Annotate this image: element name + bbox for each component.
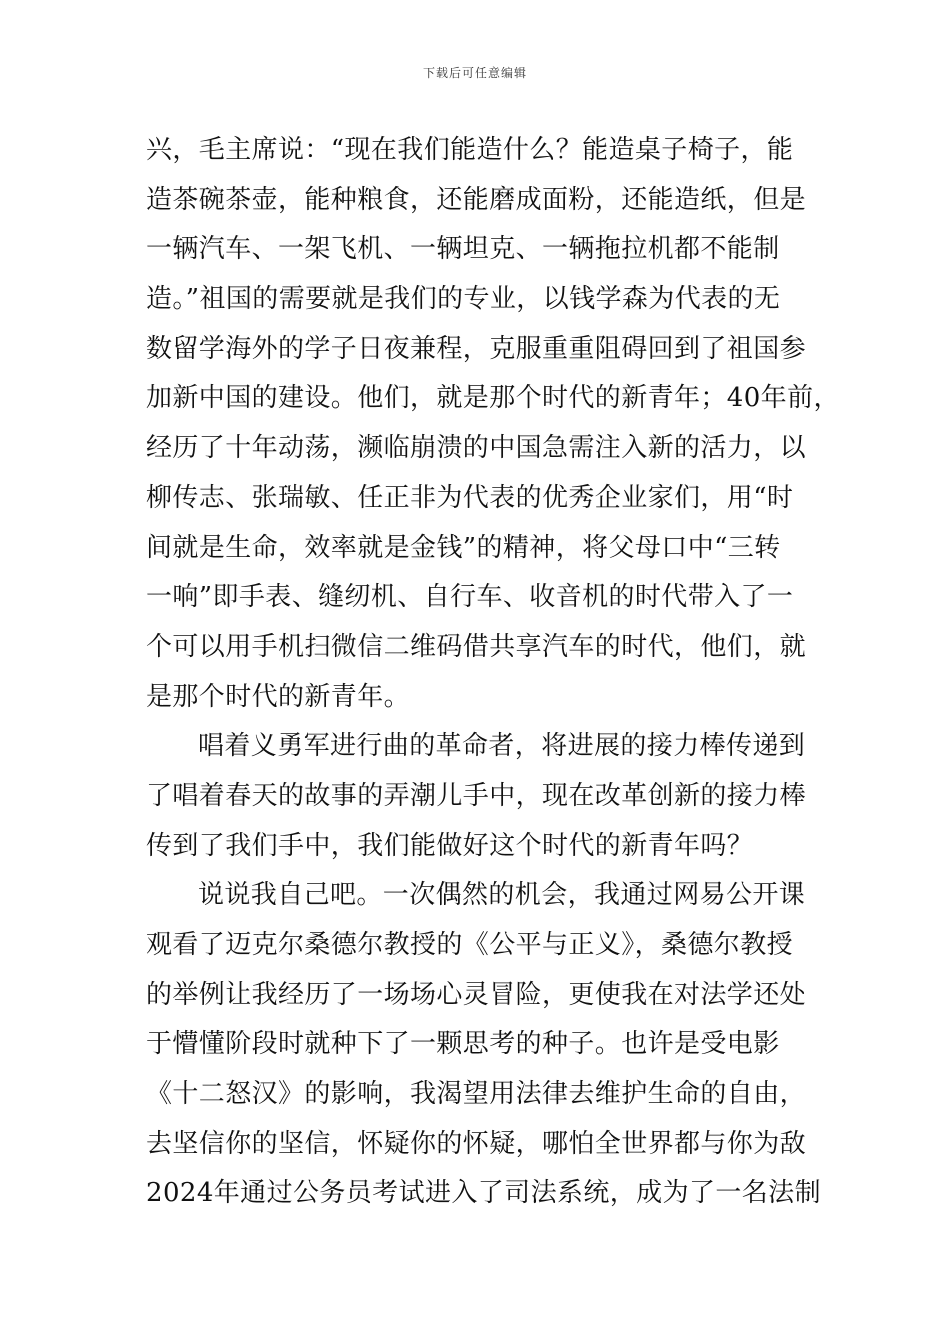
text-line: 去坚信你的坚信，怀疑你的怀疑，哪怕全世界都与你为敌 bbox=[146, 1128, 807, 1159]
text-line: 《十二怒汉》的影响，我渴望用法律去维护生命的自由， bbox=[146, 1079, 807, 1110]
text-line: 个可以用手机扫微信二维码借共享汽车的时代，他们，就 bbox=[146, 631, 807, 662]
text-line: 一辆汽车、一架飞机、一辆坦克、一辆拖拉机都不能制 bbox=[146, 234, 780, 265]
text-line: 间就是生命，效率就是金钱”的精神，将父母口中“三转 bbox=[146, 532, 781, 563]
text-line: 是那个时代的新青年。 bbox=[146, 681, 411, 712]
text-line: 柳传志、张瑞敏、任正非为代表的优秀企业家们，用“时 bbox=[146, 482, 794, 513]
text-line: 观看了迈克尔桑德尔教授的《公平与正义》，桑德尔教授 bbox=[146, 930, 794, 960]
text-line: 于懵懂阶段时就种下了一颗思考的种子。也许是受电影 bbox=[146, 1029, 780, 1060]
document-body bbox=[146, 126, 840, 1219]
text-line: 传到了我们手中，我们能做好这个时代的新青年吗？ bbox=[146, 830, 754, 861]
text-line: 一响”即手表、缝纫机、自行车、收音机的时代带入了一 bbox=[146, 582, 794, 613]
text-line: 兴，毛主席说：“现在我们能造什么？能造桌子椅子，能 bbox=[146, 135, 794, 165]
paragraph-start-line: 说说我自己吧。一次偶然的机会，我通过网易公开课 bbox=[198, 880, 806, 911]
text-line: 了唱着春天的故事的弄潮儿手中，现在改革创新的接力棒 bbox=[146, 780, 807, 811]
text-line: 的举例让我经历了一场场心灵冒险，更使我在对法学还处 bbox=[146, 979, 807, 1010]
text-line: 数留学海外的学子日夜兼程，克服重重阻碍回到了祖国参 bbox=[146, 333, 807, 364]
text-line: 2024年通过公务员考试进入了司法系统，成为了一名法制 bbox=[146, 1178, 821, 1209]
text-line: 加新中国的建设。他们，就是那个时代的新青年；40年前， bbox=[146, 383, 840, 414]
paragraph-start-line: 唱着义勇军进行曲的革命者，将进展的接力棒传递到 bbox=[198, 731, 806, 762]
page-header: 下载后可任意编辑 bbox=[422, 66, 527, 80]
text-line: 造。”祖国的需要就是我们的专业，以钱学森为代表的无 bbox=[146, 284, 781, 315]
text-line: 造茶碗茶壶，能种粮食，还能磨成面粉，还能造纸，但是 bbox=[146, 184, 807, 215]
text-line: 经历了十年动荡，濒临崩溃的中国急需注入新的活力，以 bbox=[146, 433, 807, 464]
